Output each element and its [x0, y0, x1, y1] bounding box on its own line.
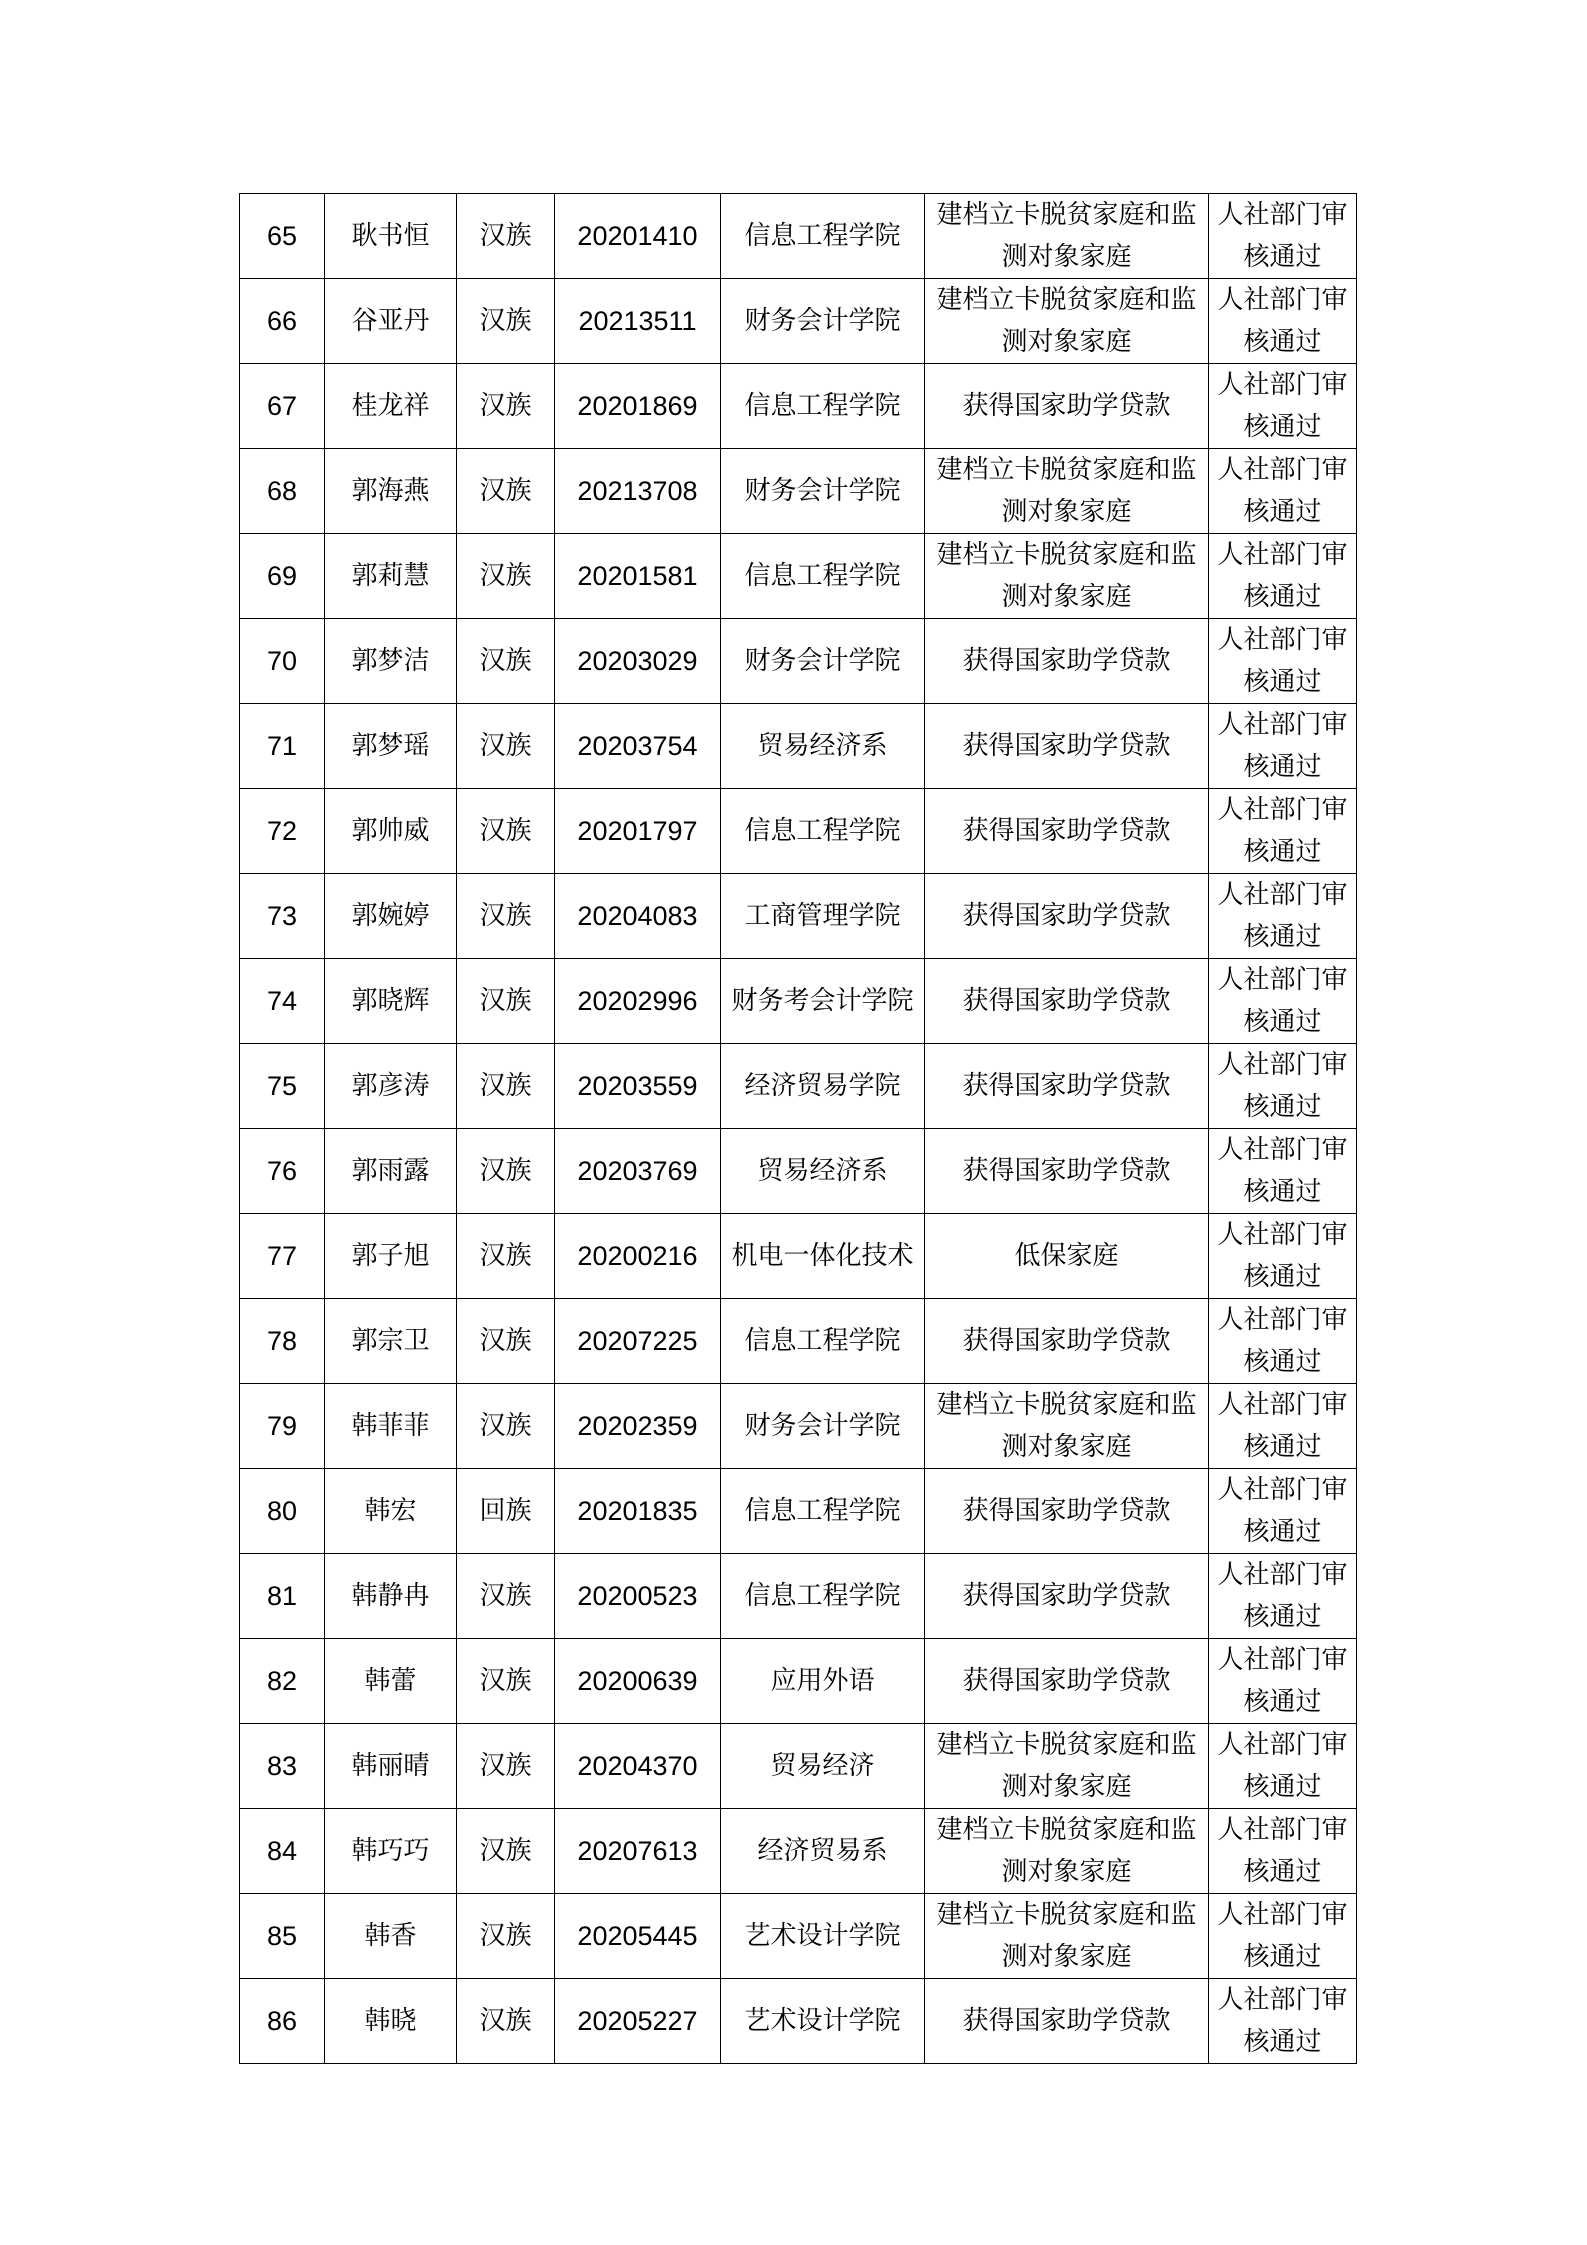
category-cell: 获得国家助学贷款	[925, 1639, 1209, 1724]
name-cell: 韩巧巧	[325, 1809, 457, 1894]
ethnicity-cell: 汉族	[457, 364, 555, 449]
category-cell: 低保家庭	[925, 1214, 1209, 1299]
row-number-cell: 71	[240, 704, 325, 789]
ethnicity-cell: 汉族	[457, 1979, 555, 2064]
table-row	[240, 534, 1357, 619]
status-cell: 人社部门审核通过	[1209, 449, 1357, 534]
table-row	[240, 364, 1357, 449]
category-cell: 获得国家助学贷款	[925, 959, 1209, 1044]
row-number-cell: 83	[240, 1724, 325, 1809]
table-row	[240, 1724, 1357, 1809]
student-id-cell: 20203029	[555, 619, 721, 704]
category-cell: 获得国家助学贷款	[925, 1979, 1209, 2064]
college-cell: 信息工程学院	[721, 1469, 925, 1554]
row-number-cell: 72	[240, 789, 325, 874]
table-row	[240, 1129, 1357, 1214]
row-number-cell: 79	[240, 1384, 325, 1469]
student-id-cell: 20205227	[555, 1979, 721, 2064]
name-cell: 韩香	[325, 1894, 457, 1979]
name-cell: 郭宗卫	[325, 1299, 457, 1384]
table-row	[240, 789, 1357, 874]
ethnicity-cell: 汉族	[457, 1809, 555, 1894]
name-cell: 桂龙祥	[325, 364, 457, 449]
category-cell: 获得国家助学贷款	[925, 1129, 1209, 1214]
category-cell: 获得国家助学贷款	[925, 874, 1209, 959]
college-cell: 经济贸易系	[721, 1809, 925, 1894]
status-cell: 人社部门审核通过	[1209, 1469, 1357, 1554]
college-cell: 经济贸易学院	[721, 1044, 925, 1129]
row-number-cell: 82	[240, 1639, 325, 1724]
name-cell: 郭子旭	[325, 1214, 457, 1299]
status-cell: 人社部门审核通过	[1209, 1639, 1357, 1724]
status-cell: 人社部门审核通过	[1209, 534, 1357, 619]
name-cell: 郭帅威	[325, 789, 457, 874]
student-id-cell: 20202996	[555, 959, 721, 1044]
table-row	[240, 1894, 1357, 1979]
category-cell: 建档立卡脱贫家庭和监测对象家庭	[925, 1724, 1209, 1809]
status-cell: 人社部门审核通过	[1209, 1554, 1357, 1639]
student-id-cell: 20204370	[555, 1724, 721, 1809]
row-number-cell: 80	[240, 1469, 325, 1554]
student-id-cell: 20205445	[555, 1894, 721, 1979]
table-row	[240, 1384, 1357, 1469]
status-cell: 人社部门审核通过	[1209, 874, 1357, 959]
category-cell: 建档立卡脱贫家庭和监测对象家庭	[925, 194, 1209, 279]
table-row	[240, 619, 1357, 704]
category-cell: 建档立卡脱贫家庭和监测对象家庭	[925, 449, 1209, 534]
roster-body	[240, 194, 1357, 2064]
status-cell: 人社部门审核通过	[1209, 1384, 1357, 1469]
category-cell: 获得国家助学贷款	[925, 1299, 1209, 1384]
student-id-cell: 20204083	[555, 874, 721, 959]
ethnicity-cell: 汉族	[457, 1044, 555, 1129]
college-cell: 财务会计学院	[721, 1384, 925, 1469]
student-id-cell: 20207225	[555, 1299, 721, 1384]
student-id-cell: 20200523	[555, 1554, 721, 1639]
row-number-cell: 85	[240, 1894, 325, 1979]
status-cell: 人社部门审核通过	[1209, 194, 1357, 279]
row-number-cell: 74	[240, 959, 325, 1044]
table-row	[240, 1299, 1357, 1384]
status-cell: 人社部门审核通过	[1209, 1044, 1357, 1129]
college-cell: 财务考会计学院	[721, 959, 925, 1044]
student-id-cell: 20201410	[555, 194, 721, 279]
name-cell: 郭雨露	[325, 1129, 457, 1214]
table-row	[240, 959, 1357, 1044]
ethnicity-cell: 汉族	[457, 874, 555, 959]
ethnicity-cell: 汉族	[457, 789, 555, 874]
row-number-cell: 77	[240, 1214, 325, 1299]
student-id-cell: 20213511	[555, 279, 721, 364]
status-cell: 人社部门审核通过	[1209, 1979, 1357, 2064]
row-number-cell: 68	[240, 449, 325, 534]
row-number-cell: 75	[240, 1044, 325, 1129]
name-cell: 郭梦洁	[325, 619, 457, 704]
college-cell: 艺术设计学院	[721, 1894, 925, 1979]
row-number-cell: 69	[240, 534, 325, 619]
status-cell: 人社部门审核通过	[1209, 789, 1357, 874]
table-row	[240, 1809, 1357, 1894]
table-row	[240, 1554, 1357, 1639]
table-row	[240, 1639, 1357, 1724]
ethnicity-cell: 汉族	[457, 1214, 555, 1299]
row-number-cell: 76	[240, 1129, 325, 1214]
college-cell: 贸易经济系	[721, 704, 925, 789]
ethnicity-cell: 汉族	[457, 1129, 555, 1214]
college-cell: 信息工程学院	[721, 534, 925, 619]
name-cell: 郭莉慧	[325, 534, 457, 619]
name-cell: 郭彦涛	[325, 1044, 457, 1129]
status-cell: 人社部门审核通过	[1209, 1129, 1357, 1214]
college-cell: 财务会计学院	[721, 279, 925, 364]
student-id-cell: 20201797	[555, 789, 721, 874]
status-cell: 人社部门审核通过	[1209, 279, 1357, 364]
student-id-cell: 20201835	[555, 1469, 721, 1554]
name-cell: 郭梦瑶	[325, 704, 457, 789]
college-cell: 应用外语	[721, 1639, 925, 1724]
college-cell: 艺术设计学院	[721, 1979, 925, 2064]
category-cell: 建档立卡脱贫家庭和监测对象家庭	[925, 1894, 1209, 1979]
college-cell: 信息工程学院	[721, 789, 925, 874]
student-id-cell: 20203754	[555, 704, 721, 789]
student-id-cell: 20200639	[555, 1639, 721, 1724]
table-row	[240, 449, 1357, 534]
table-row	[240, 874, 1357, 959]
row-number-cell: 65	[240, 194, 325, 279]
ethnicity-cell: 汉族	[457, 704, 555, 789]
ethnicity-cell: 汉族	[457, 1724, 555, 1809]
status-cell: 人社部门审核通过	[1209, 364, 1357, 449]
table-row	[240, 1979, 1357, 2064]
status-cell: 人社部门审核通过	[1209, 704, 1357, 789]
ethnicity-cell: 汉族	[457, 279, 555, 364]
category-cell: 获得国家助学贷款	[925, 619, 1209, 704]
status-cell: 人社部门审核通过	[1209, 619, 1357, 704]
name-cell: 韩蕾	[325, 1639, 457, 1724]
name-cell: 韩菲菲	[325, 1384, 457, 1469]
college-cell: 机电一体化技术	[721, 1214, 925, 1299]
college-cell: 信息工程学院	[721, 1554, 925, 1639]
status-cell: 人社部门审核通过	[1209, 1724, 1357, 1809]
table-row	[240, 1469, 1357, 1554]
category-cell: 获得国家助学贷款	[925, 704, 1209, 789]
college-cell: 工商管理学院	[721, 874, 925, 959]
college-cell: 信息工程学院	[721, 364, 925, 449]
ethnicity-cell: 汉族	[457, 534, 555, 619]
row-number-cell: 73	[240, 874, 325, 959]
status-cell: 人社部门审核通过	[1209, 1299, 1357, 1384]
ethnicity-cell: 汉族	[457, 194, 555, 279]
ethnicity-cell: 回族	[457, 1469, 555, 1554]
student-id-cell: 20200216	[555, 1214, 721, 1299]
table-row	[240, 1044, 1357, 1129]
table-row	[240, 194, 1357, 279]
row-number-cell: 67	[240, 364, 325, 449]
student-roster-table	[239, 193, 1357, 2064]
status-cell: 人社部门审核通过	[1209, 959, 1357, 1044]
row-number-cell: 66	[240, 279, 325, 364]
student-id-cell: 20203559	[555, 1044, 721, 1129]
college-cell: 贸易经济	[721, 1724, 925, 1809]
table-row	[240, 1214, 1357, 1299]
row-number-cell: 78	[240, 1299, 325, 1384]
student-id-cell: 20201581	[555, 534, 721, 619]
row-number-cell: 86	[240, 1979, 325, 2064]
row-number-cell: 84	[240, 1809, 325, 1894]
student-id-cell: 20203769	[555, 1129, 721, 1214]
category-cell: 建档立卡脱贫家庭和监测对象家庭	[925, 1384, 1209, 1469]
table-row	[240, 279, 1357, 364]
name-cell: 韩静冉	[325, 1554, 457, 1639]
college-cell: 财务会计学院	[721, 619, 925, 704]
category-cell: 建档立卡脱贫家庭和监测对象家庭	[925, 1809, 1209, 1894]
name-cell: 韩宏	[325, 1469, 457, 1554]
college-cell: 信息工程学院	[721, 194, 925, 279]
ethnicity-cell: 汉族	[457, 1384, 555, 1469]
category-cell: 建档立卡脱贫家庭和监测对象家庭	[925, 279, 1209, 364]
name-cell: 韩晓	[325, 1979, 457, 2064]
name-cell: 谷亚丹	[325, 279, 457, 364]
status-cell: 人社部门审核通过	[1209, 1894, 1357, 1979]
college-cell: 信息工程学院	[721, 1299, 925, 1384]
name-cell: 韩丽晴	[325, 1724, 457, 1809]
ethnicity-cell: 汉族	[457, 1299, 555, 1384]
category-cell: 获得国家助学贷款	[925, 364, 1209, 449]
category-cell: 获得国家助学贷款	[925, 1469, 1209, 1554]
category-cell: 获得国家助学贷款	[925, 1554, 1209, 1639]
college-cell: 财务会计学院	[721, 449, 925, 534]
category-cell: 获得国家助学贷款	[925, 1044, 1209, 1129]
name-cell: 郭婉婷	[325, 874, 457, 959]
student-id-cell: 20213708	[555, 449, 721, 534]
student-id-cell: 20201869	[555, 364, 721, 449]
ethnicity-cell: 汉族	[457, 959, 555, 1044]
status-cell: 人社部门审核通过	[1209, 1809, 1357, 1894]
category-cell: 建档立卡脱贫家庭和监测对象家庭	[925, 534, 1209, 619]
row-number-cell: 70	[240, 619, 325, 704]
table-row	[240, 704, 1357, 789]
status-cell: 人社部门审核通过	[1209, 1214, 1357, 1299]
student-id-cell: 20207613	[555, 1809, 721, 1894]
name-cell: 耿书恒	[325, 194, 457, 279]
ethnicity-cell: 汉族	[457, 1894, 555, 1979]
ethnicity-cell: 汉族	[457, 619, 555, 704]
college-cell: 贸易经济系	[721, 1129, 925, 1214]
category-cell: 获得国家助学贷款	[925, 789, 1209, 874]
student-id-cell: 20202359	[555, 1384, 721, 1469]
ethnicity-cell: 汉族	[457, 1639, 555, 1724]
row-number-cell: 81	[240, 1554, 325, 1639]
name-cell: 郭晓辉	[325, 959, 457, 1044]
name-cell: 郭海燕	[325, 449, 457, 534]
ethnicity-cell: 汉族	[457, 449, 555, 534]
ethnicity-cell: 汉族	[457, 1554, 555, 1639]
